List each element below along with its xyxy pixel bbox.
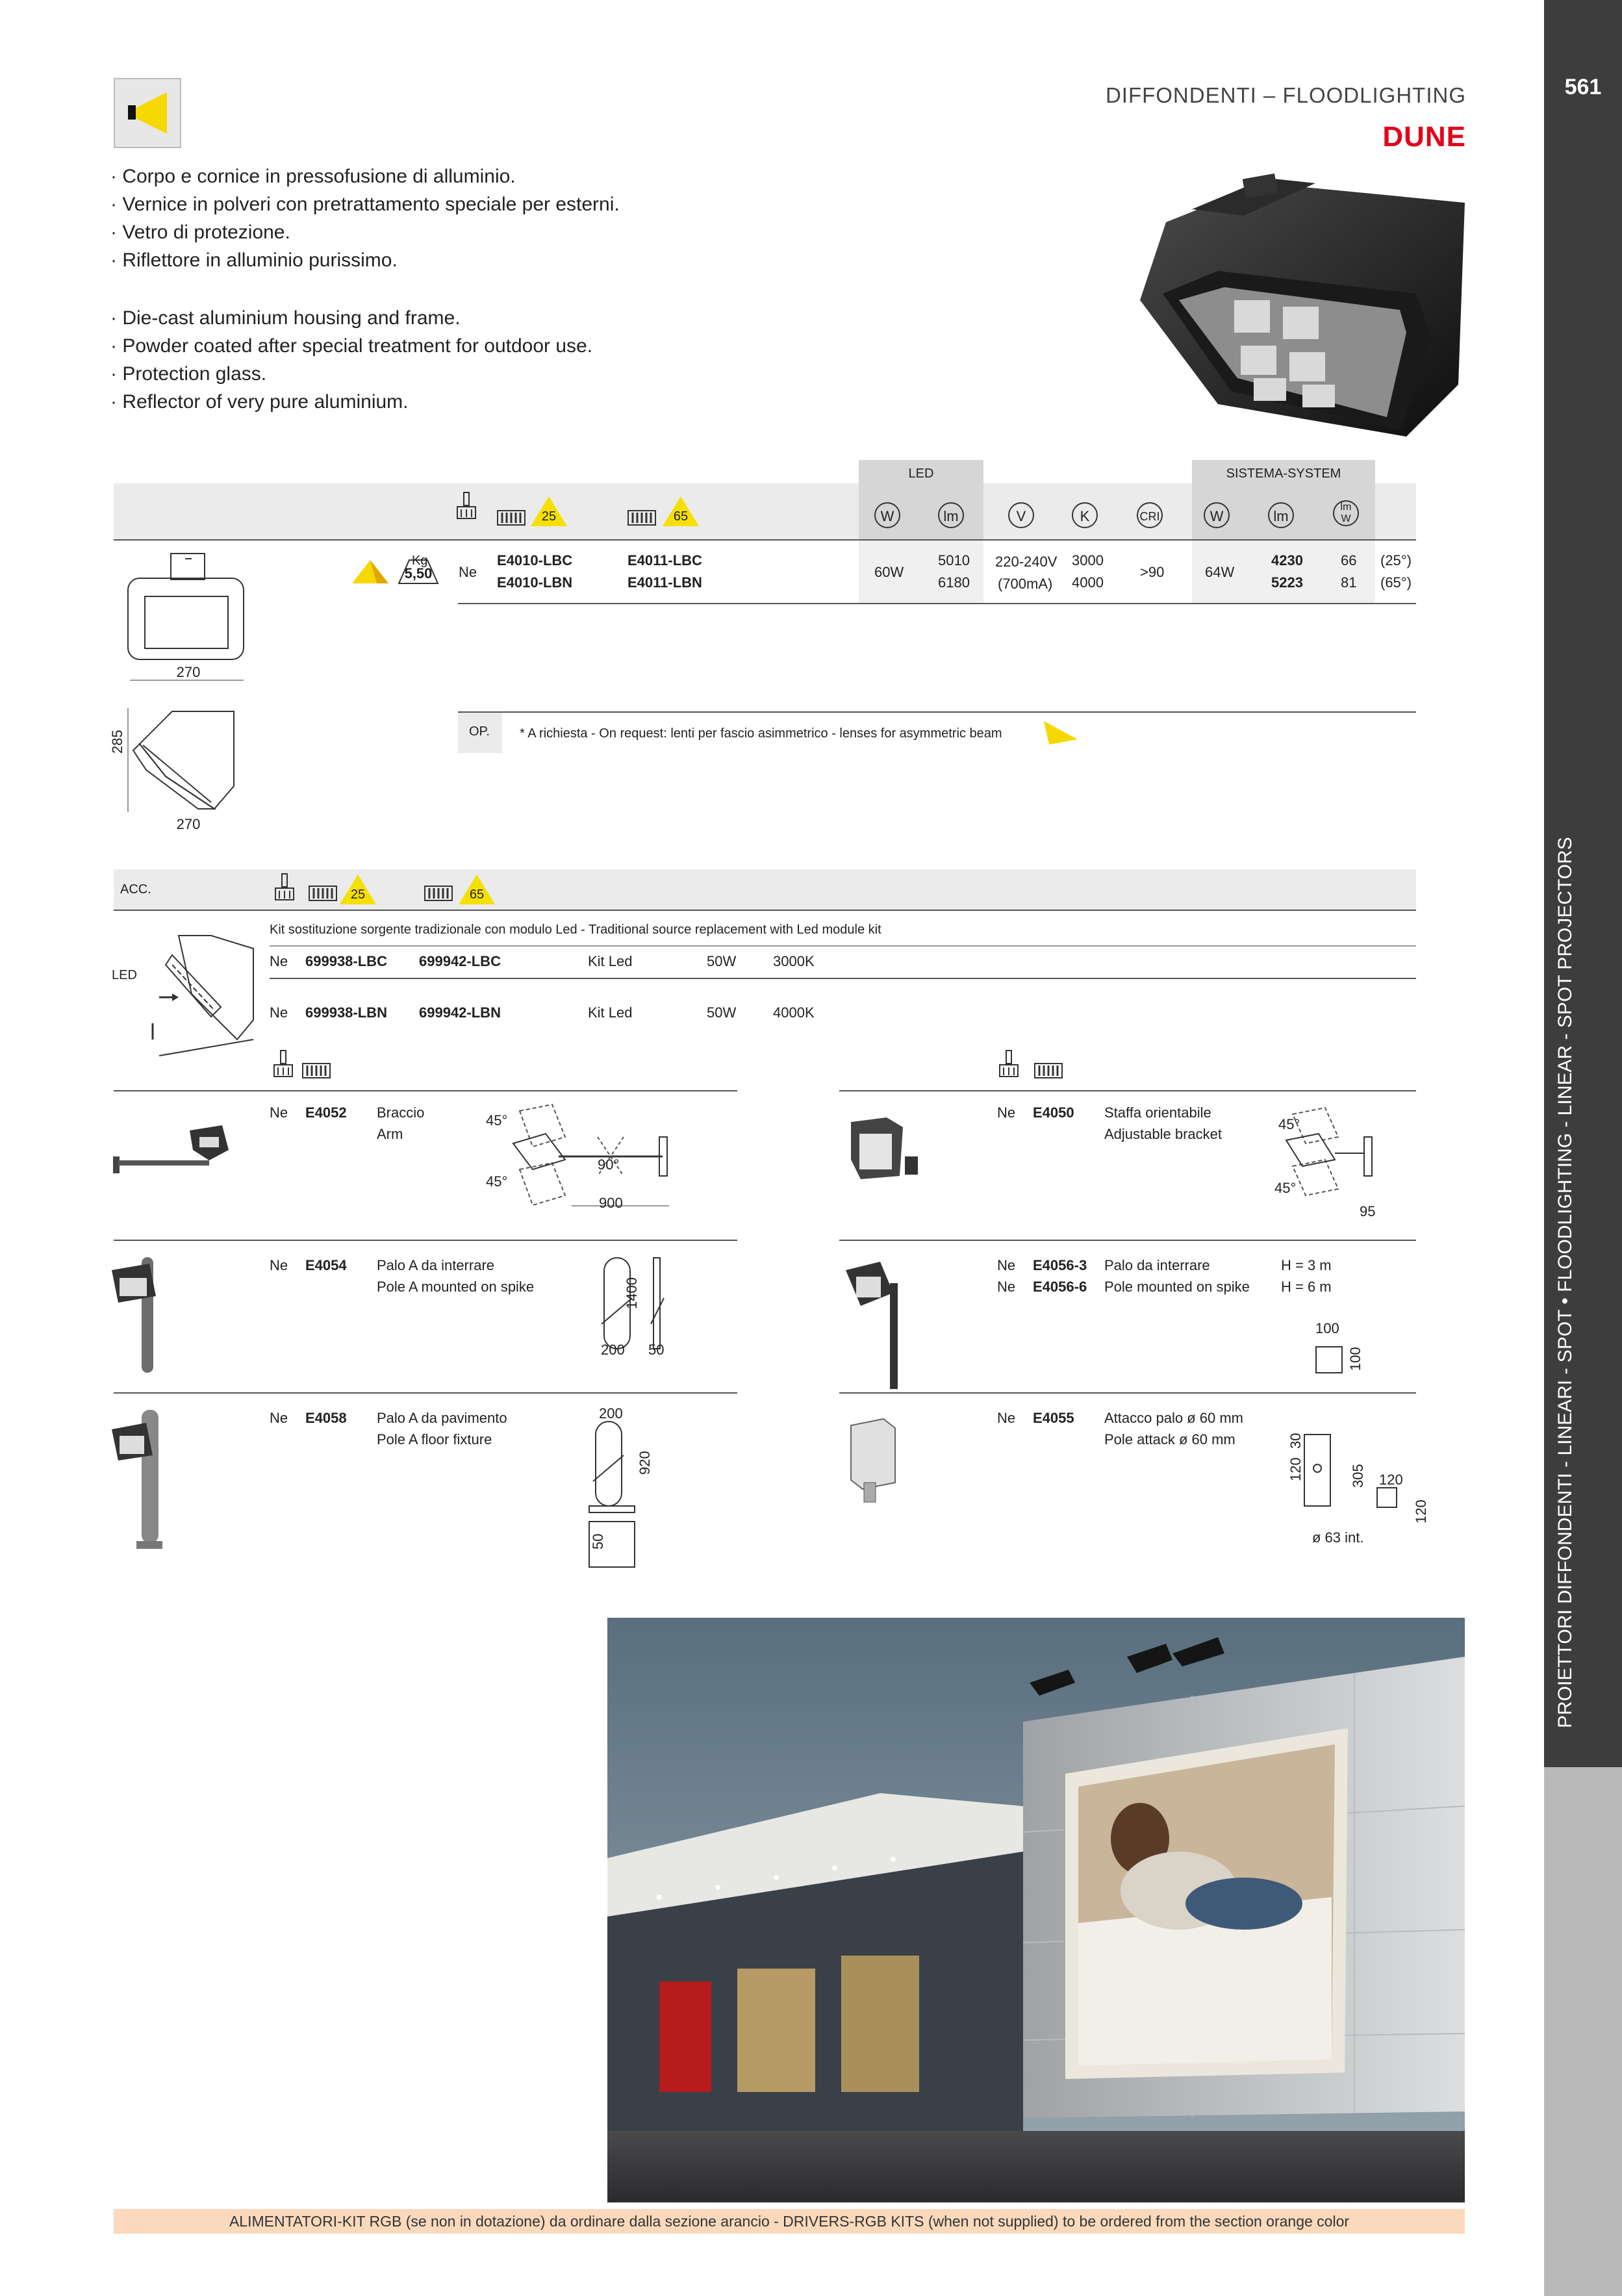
dimension-line bbox=[127, 708, 129, 812]
item-finish: Ne bbox=[270, 1104, 288, 1121]
kit-desc: Kit Led bbox=[588, 953, 633, 969]
item-code: E4058 bbox=[305, 1410, 347, 1426]
item-name-it: Palo A da pavimento bbox=[377, 1410, 507, 1426]
divider bbox=[839, 1090, 1416, 1091]
beam-value: 65 bbox=[673, 509, 689, 524]
product-image bbox=[1127, 170, 1471, 443]
features-english bbox=[110, 304, 592, 416]
category-title: DIFFONDENTI – FLOODLIGHTING bbox=[1105, 83, 1466, 107]
divider bbox=[270, 945, 1416, 947]
item-name-it: Palo A da interrare bbox=[377, 1257, 495, 1273]
divider bbox=[114, 910, 1416, 911]
kit-finish: Ne bbox=[270, 1004, 288, 1021]
pole-section-drawing bbox=[1315, 1346, 1343, 1373]
beam-badge-25 bbox=[340, 874, 376, 904]
system-lumen-2: 5223 bbox=[1271, 574, 1303, 591]
item-code: E4050 bbox=[1033, 1104, 1074, 1121]
beam-badge-65 bbox=[459, 874, 495, 904]
item-name-it: Staffa orientabile bbox=[1104, 1104, 1211, 1121]
code-65-lbc: E4011-LBC bbox=[627, 552, 702, 568]
led-watt: 60W bbox=[874, 564, 904, 580]
beam-badge-65 bbox=[663, 496, 699, 526]
led-lumen-1: 5010 bbox=[938, 552, 970, 568]
floor-height: 920 bbox=[637, 1451, 653, 1475]
arm-drawing bbox=[494, 1098, 682, 1215]
divider bbox=[839, 1240, 1416, 1241]
kit-finish: Ne bbox=[270, 953, 288, 969]
attack-diameter: ø 63 int. bbox=[1312, 1529, 1364, 1546]
pole-height-3m: H = 3 m bbox=[1281, 1257, 1332, 1273]
kit-code: 699938-LBN bbox=[305, 1004, 387, 1021]
pole-floor-image bbox=[110, 1403, 182, 1553]
floodlight-type-icon bbox=[114, 78, 181, 148]
lamp-icon bbox=[273, 873, 296, 902]
kelvin-2: 4000 bbox=[1072, 574, 1104, 591]
feature-line: · Powder coated after special treatment for outdoor use. bbox=[110, 335, 593, 357]
cri-value: >90 bbox=[1140, 564, 1165, 580]
efficacy-top: lm bbox=[1340, 502, 1352, 513]
pole-depth: 50 bbox=[648, 1342, 665, 1358]
divider bbox=[114, 1090, 737, 1091]
voltage: 220-240V bbox=[995, 554, 1058, 570]
attack-dim-e: 120 bbox=[1413, 1499, 1429, 1524]
accessories-label: ACC. bbox=[120, 882, 151, 897]
beam-angle-1: (25°) bbox=[1380, 552, 1412, 568]
item-name-it: Braccio bbox=[377, 1104, 425, 1121]
sidebar-section-title: PROIETTORI DIFFONDENTI - LINEARI - SPOT • FLOODLIGHTING - LINEAR - SPOT PROJECTORS bbox=[1554, 837, 1576, 1728]
item-finish: Ne bbox=[997, 1257, 1016, 1273]
lumen-symbol: lm bbox=[938, 502, 964, 528]
finish: Ne bbox=[459, 564, 477, 580]
divider bbox=[458, 603, 1416, 604]
divider bbox=[458, 711, 1416, 713]
divider bbox=[270, 978, 1416, 979]
footer-note: ALIMENTATORI-KIT RGB (se non in dotazione) da ordinare dalla sezione arancio - DRIVERS-RGB KITS (when not supplied) to be ordered from the section orange color bbox=[229, 2213, 1350, 2230]
kit-code: 699942-LBN bbox=[419, 1004, 501, 1021]
feature-line: · Reflector of very pure aluminium. bbox=[110, 391, 409, 413]
pole-attack-image bbox=[844, 1418, 903, 1509]
system-watt-symbol: W bbox=[1204, 502, 1230, 528]
barcode-icon bbox=[309, 886, 337, 901]
floor-width: 200 bbox=[599, 1405, 623, 1422]
kit-drawing bbox=[146, 929, 263, 1059]
beam-value: 65 bbox=[469, 887, 485, 902]
arm-image bbox=[112, 1124, 248, 1176]
item-code: E4056-3 bbox=[1033, 1257, 1087, 1273]
cri-symbol: CRI bbox=[1137, 502, 1163, 528]
group-led-label: LED bbox=[908, 466, 934, 481]
bracket-angle-2: 45° bbox=[1274, 1180, 1297, 1196]
option-text: * A richiesta - On request: lenti per fascio asimmetrico - lenses for asymmetric beam bbox=[520, 726, 1002, 741]
attack-dim-c: 305 bbox=[1350, 1464, 1366, 1488]
system-watt: 64W bbox=[1205, 564, 1235, 580]
asymmetric-beam-icon bbox=[351, 557, 390, 586]
efficacy-bottom: W bbox=[1341, 513, 1351, 524]
item-finish: Ne bbox=[270, 1410, 288, 1426]
pole-width: 200 bbox=[601, 1342, 625, 1358]
weight-value: 5,50 bbox=[404, 565, 433, 581]
side-view-drawing bbox=[127, 705, 244, 815]
feature-line: · Die-cast aluminium housing and frame. bbox=[110, 307, 461, 329]
feature-line: · Riflettore in alluminio purissimo. bbox=[110, 249, 398, 271]
weight-unit: Kg bbox=[412, 554, 428, 568]
bracket-image bbox=[848, 1114, 926, 1186]
kit-code: 699942-LBC bbox=[419, 953, 501, 969]
item-name-en: Arm bbox=[377, 1126, 403, 1142]
lamp-icon bbox=[997, 1049, 1020, 1079]
group-system-label: SISTEMA-SYSTEM bbox=[1226, 466, 1341, 481]
item-finish: Ne bbox=[997, 1410, 1016, 1426]
kit-watt: 50W bbox=[707, 953, 737, 969]
kit-code: 699938-LBC bbox=[305, 953, 387, 969]
divider bbox=[839, 1392, 1416, 1394]
item-finish: Ne bbox=[997, 1279, 1016, 1295]
bracket-depth: 95 bbox=[1360, 1203, 1376, 1219]
pole-height-6m: H = 6 m bbox=[1281, 1279, 1332, 1295]
floor-base: 50 bbox=[590, 1533, 606, 1550]
code-25-lbc: E4010-LBC bbox=[497, 552, 573, 568]
arm-angle-3: 45° bbox=[486, 1173, 508, 1190]
item-name-it: Attacco palo ø 60 mm bbox=[1104, 1410, 1243, 1426]
item-finish: Ne bbox=[270, 1257, 288, 1273]
current: (700mA) bbox=[998, 576, 1053, 592]
item-code: E4052 bbox=[305, 1104, 347, 1121]
section-height: 100 bbox=[1347, 1347, 1363, 1371]
item-code: E4055 bbox=[1033, 1410, 1074, 1426]
item-name-en: Pole A floor fixture bbox=[377, 1431, 492, 1448]
watt-symbol: W bbox=[874, 502, 900, 528]
item-name-it: Palo da interrare bbox=[1104, 1257, 1210, 1273]
kelvin-1: 3000 bbox=[1072, 552, 1104, 568]
front-view-drawing bbox=[127, 552, 247, 663]
pole-6m-image bbox=[844, 1254, 922, 1390]
voltage-symbol: V bbox=[1008, 502, 1034, 528]
barcode-icon bbox=[497, 510, 526, 526]
sidebar-light bbox=[1544, 1767, 1622, 2296]
led-label: LED bbox=[112, 968, 137, 982]
barcode-icon bbox=[302, 1063, 331, 1078]
barcode-icon bbox=[424, 886, 453, 901]
efficacy-2: 81 bbox=[1341, 574, 1357, 591]
feature-line: · Protection glass. bbox=[110, 363, 267, 385]
product-name: DUNE bbox=[1382, 121, 1466, 153]
efficacy-symbol bbox=[1333, 500, 1359, 526]
attack-dim-b: 30 bbox=[1287, 1433, 1304, 1449]
bracket-angle-1: 45° bbox=[1278, 1116, 1300, 1132]
beam-angle-2: (65°) bbox=[1380, 574, 1412, 591]
kit-watt: 50W bbox=[707, 1004, 737, 1021]
features-italian bbox=[110, 162, 620, 274]
system-lumen-1: 4230 bbox=[1271, 552, 1303, 568]
arm-angle-1: 45° bbox=[486, 1112, 508, 1129]
weight-icon bbox=[398, 554, 439, 585]
arm-length: 900 bbox=[599, 1195, 623, 1211]
attack-dim-d: 120 bbox=[1379, 1472, 1403, 1488]
item-name-en: Pole A mounted on spike bbox=[377, 1279, 535, 1295]
arm-angle-2: 90° bbox=[598, 1156, 620, 1173]
page-number: 561 bbox=[1564, 75, 1602, 99]
divider bbox=[114, 1392, 737, 1394]
kit-title: Kit sostituzione sorgente tradizionale con modulo Led - Traditional source replacement with Led module kit bbox=[270, 923, 881, 937]
code-65-lbn: E4011-LBN bbox=[627, 574, 702, 591]
pole-spike-image bbox=[110, 1251, 175, 1374]
beam-value: 25 bbox=[541, 509, 557, 524]
feature-line: · Corpo e cornice in pressofusione di alluminio. bbox=[110, 166, 516, 187]
kit-kelvin: 3000K bbox=[773, 953, 815, 969]
item-name-en: Pole mounted on spike bbox=[1104, 1279, 1250, 1295]
feature-line: · Vernice in polveri con pretrattamento speciale per esterni. bbox=[110, 194, 620, 215]
lamp-icon bbox=[272, 1049, 295, 1079]
side-height: 285 bbox=[109, 730, 125, 754]
kit-desc: Kit Led bbox=[588, 1004, 633, 1021]
feature-line: · Vetro di protezione. bbox=[110, 222, 290, 243]
item-code: E4056-6 bbox=[1033, 1279, 1087, 1295]
application-photo bbox=[607, 1618, 1465, 2202]
kelvin-symbol: K bbox=[1072, 502, 1098, 528]
asymmetric-lens-icon bbox=[1043, 720, 1079, 746]
barcode-icon bbox=[627, 510, 656, 526]
item-name-en: Adjustable bracket bbox=[1104, 1126, 1222, 1142]
item-code: E4054 bbox=[305, 1257, 347, 1273]
beam-value: 25 bbox=[350, 887, 366, 902]
attack-dim-a: 120 bbox=[1287, 1457, 1304, 1481]
beam-badge-25 bbox=[531, 496, 567, 526]
pole-height: 1400 bbox=[624, 1277, 640, 1309]
efficacy-1: 66 bbox=[1341, 552, 1357, 568]
item-finish: Ne bbox=[997, 1104, 1016, 1121]
item-name-en: Pole attack ø 60 mm bbox=[1104, 1431, 1236, 1448]
kit-kelvin: 4000K bbox=[773, 1004, 815, 1021]
system-lumen-symbol: lm bbox=[1268, 502, 1294, 528]
code-25-lbn: E4010-LBN bbox=[497, 574, 573, 591]
section-width: 100 bbox=[1315, 1320, 1339, 1336]
barcode-icon bbox=[1034, 1063, 1063, 1078]
led-lumen-2: 6180 bbox=[938, 574, 970, 591]
front-width: 270 bbox=[176, 664, 201, 680]
divider bbox=[114, 1240, 737, 1241]
lamp-icon bbox=[455, 491, 478, 521]
side-width: 270 bbox=[176, 816, 201, 832]
option-label: OP. bbox=[469, 724, 490, 739]
